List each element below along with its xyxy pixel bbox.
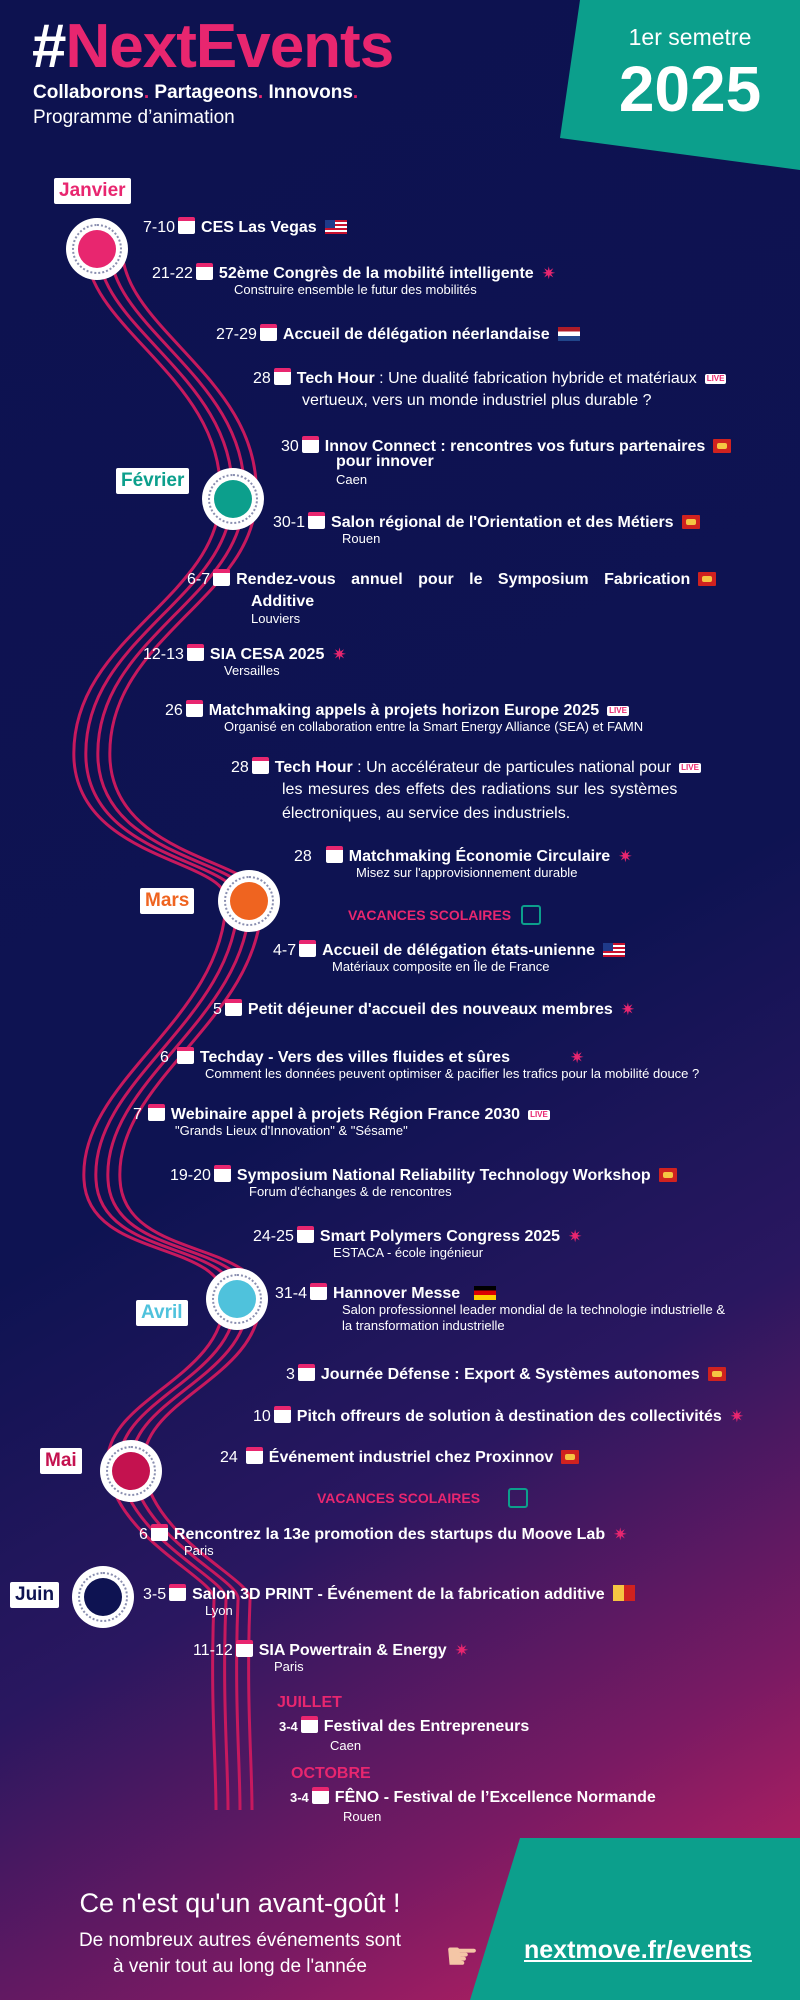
calendar-icon [252, 757, 269, 774]
event-date: 19-20 [170, 1167, 211, 1184]
event-date: 7-10 [143, 219, 176, 236]
vacances-scolaires-label: VACANCES SCOLAIRES [348, 905, 541, 925]
event-title: Symposium National Reliability Technology Workshop [236, 1167, 651, 1184]
event-title: SIA CESA 2025 [209, 646, 325, 663]
event-title: Innov Connect : rencontres vos futurs partenaires [324, 438, 706, 455]
event-title: Smart Polymers Congress 2025 [319, 1228, 561, 1245]
event-title: Hannover Messe [333, 1285, 461, 1302]
event-title: 52ème Congrès de la mobilité intelligente [218, 265, 534, 282]
event-text: Misez sur l'approvisionnement durable [356, 865, 578, 880]
event-title: Accueil de délégation états-unienne [322, 942, 596, 959]
live-icon: LIVE [706, 374, 725, 383]
event-item [294, 846, 633, 880]
calendar-icon [186, 700, 203, 717]
event-item [281, 436, 731, 487]
event-date: 3-4 [290, 1790, 309, 1805]
event-text [78, 230, 116, 268]
event-date: 26 [165, 702, 183, 719]
calendar-icon [151, 1524, 168, 1541]
event-item [143, 1584, 635, 1618]
title-word: NextEvents [65, 12, 394, 81]
nextmove-star-icon: ✷ [541, 264, 556, 283]
event-text: Construire ensemble le futur des mobilités [234, 282, 477, 297]
event-item [143, 644, 347, 678]
month-node-mars [218, 870, 280, 932]
event-date: 28 [253, 370, 271, 387]
event-date: 12-13 [143, 646, 184, 663]
month-node-juin [72, 1566, 134, 1628]
event-item [213, 999, 635, 1020]
event-text: Caen [336, 472, 368, 487]
event-text: Comment les données peuvent optimiser & pacifier les trafics pour la mobilité douce ? [205, 1066, 700, 1081]
event-date: 3-4 [279, 1719, 298, 1734]
event-title: Tech Hour [274, 759, 353, 776]
nextmove-star-icon: ✷ [569, 1048, 585, 1067]
event-date: 5 [213, 1001, 222, 1018]
calendar-icon [225, 999, 242, 1016]
flag-normandie-icon [698, 572, 716, 586]
event-title: FÊNO - Festival de l’Excellence Normande [334, 1789, 656, 1806]
calendar-icon [196, 263, 213, 280]
events-link[interactable]: nextmove.fr/events [524, 1936, 752, 1964]
event-text: Louviers [251, 611, 301, 626]
event-text: Organisé en collaboration entre la Smart Energy Alliance (SEA) et FAMN [224, 719, 644, 734]
vacances-scolaires-label: VACANCES SCOLAIRES [317, 1488, 528, 1508]
calendar-icon [298, 1364, 315, 1381]
year-label: 2025 [618, 53, 762, 125]
tagline-dot: . [143, 82, 150, 103]
event-text: vertueux, vers un monde industriel plus durable ? [302, 392, 652, 409]
event-text [230, 882, 268, 920]
calendar-icon [312, 1787, 329, 1804]
event-text [84, 1578, 122, 1616]
juillet-label: JUILLET [277, 1694, 342, 1711]
event-text: Rouen [343, 1809, 382, 1824]
event-text: "Grands Lieux d'Innovation" & "Sésame" [175, 1123, 408, 1138]
event-item [165, 700, 644, 734]
event-date: 27-29 [216, 326, 257, 343]
event-title: Salon régional de l'Orientation et des Métiers [331, 514, 674, 531]
footer-line: à venir tout au long de l'année [113, 1955, 367, 1977]
beach-icon [508, 1488, 528, 1508]
event-text: pour innover [336, 453, 434, 470]
event-date: 3-5 [143, 1586, 167, 1603]
nextmove-star-icon: ✷ [618, 847, 633, 866]
event-date: 6 [139, 1526, 148, 1543]
pointing-hand-icon: ☛ [445, 1936, 480, 1978]
event-title: CES Las Vegas [201, 219, 317, 236]
calendar-icon [187, 644, 204, 661]
tagline-word: Partageons [149, 82, 258, 103]
month-node-fevrier [202, 468, 264, 530]
event-text: ESTACA - école ingénieur [333, 1245, 484, 1260]
event-title: Pitch offreurs de solution à destination des collectivités [296, 1408, 722, 1425]
event-title: Matchmaking Économie Circulaire [348, 848, 611, 865]
calendar-icon [177, 1047, 194, 1064]
event-item [193, 1640, 469, 1674]
event-text [218, 1280, 256, 1318]
calendar-icon [214, 1165, 231, 1182]
event-item [133, 1104, 550, 1138]
event-title: Événement industriel chez Proxinnov [268, 1449, 554, 1466]
event-item [253, 1226, 583, 1260]
live-icon: LIVE [530, 1110, 548, 1119]
event-text: Matériaux composite en Île de France [332, 959, 550, 974]
event-text: Caen [330, 1738, 362, 1753]
calendar-icon [274, 368, 291, 385]
event-title: Webinaire appel à projets Région France 2030 [170, 1106, 521, 1123]
event-item [231, 757, 701, 822]
event-item [279, 1716, 530, 1753]
event-text: les mesures des effets des radiations sur les systèmes [282, 781, 678, 798]
event-title: Rendez-vous annuel pour le Symposium Fabrication [236, 571, 691, 588]
event-date: 28 [294, 848, 312, 865]
tagline-word: Collaborons [33, 82, 144, 103]
event-text: électroniques, au service des industriels. [282, 805, 571, 822]
event-title: Techday - Vers des villes fluides et sûres [199, 1049, 510, 1066]
flag-normandie-icon [708, 1367, 726, 1381]
event-title: Petit déjeuner d'accueil des nouveaux membres [247, 1001, 613, 1018]
octobre-label: OCTOBRE [291, 1765, 371, 1782]
event-item [170, 1165, 677, 1199]
calendar-icon [236, 1640, 253, 1657]
tagline-dot: . [352, 82, 359, 103]
event-item [216, 324, 580, 345]
event-item [220, 1447, 579, 1468]
event-date: 10 [253, 1408, 271, 1425]
event-text: Versailles [224, 663, 280, 678]
event-date: 28 [231, 759, 249, 776]
event-item [286, 1364, 726, 1385]
flag-normandie-icon [659, 1168, 677, 1182]
event-text: Lyon [205, 1603, 233, 1618]
flag-de-icon [474, 1286, 496, 1300]
calendar-icon [297, 1226, 314, 1243]
live-icon: LIVE [681, 763, 699, 772]
event-date: 7 [133, 1106, 142, 1123]
month-node-avril [206, 1268, 268, 1330]
month-node-mai [100, 1440, 162, 1502]
month-label-janvier: Janvier [54, 178, 131, 204]
event-text: : Une dualité fabrication hybride et matériaux [374, 370, 697, 387]
event-text [112, 1452, 150, 1490]
event-title: SIA Powertrain & Energy [258, 1642, 447, 1659]
nextmove-star-icon: ✷ [568, 1227, 583, 1246]
nextmove-star-icon: ✷ [620, 1000, 635, 1019]
calendar-icon [308, 512, 325, 529]
event-text: : Un accélérateur de particules national pour [352, 759, 672, 776]
event-item [275, 1283, 726, 1333]
event-item [187, 569, 716, 626]
month-label-juin: Juin [10, 1582, 59, 1608]
flag-normandie-icon [713, 439, 731, 453]
event-date: 3 [286, 1366, 295, 1383]
calendar-icon [326, 846, 343, 863]
calendar-icon [302, 436, 319, 453]
footer-corner-shape [470, 1838, 800, 2000]
event-text [214, 480, 252, 518]
semestre-label: 1er semetre [628, 24, 752, 50]
event-item [160, 1047, 700, 1081]
event-title: Salon 3D PRINT - Événement de la fabrication additive [192, 1586, 605, 1603]
nextmove-star-icon: ✷ [332, 645, 347, 664]
event-title: Tech Hour [296, 370, 375, 387]
calendar-icon [169, 1584, 186, 1601]
event-item [253, 1406, 744, 1427]
event-date: 4-7 [273, 942, 297, 959]
event-date: 30 [281, 438, 299, 455]
live-icon: LIVE [609, 706, 627, 715]
event-text: Paris [184, 1543, 214, 1558]
event-date: 6-7 [187, 571, 211, 588]
event-date: 30-1 [273, 514, 306, 531]
footer-teaser: Ce n'est qu'un avant-goût ! [79, 1888, 401, 1918]
event-item [253, 368, 726, 409]
event-title: Rencontrez la 13e promotion des startups du Moove Lab [173, 1526, 606, 1543]
calendar-icon [301, 1716, 318, 1733]
calendar-icon [299, 940, 316, 957]
nextmove-star-icon: ✷ [454, 1641, 469, 1660]
event-item [143, 217, 347, 238]
event-date: 21-22 [152, 265, 193, 282]
footer-line: De nombreux autres événements sont [78, 1930, 402, 1951]
event-text: Additive [251, 593, 315, 610]
nextmove-star-icon: ✷ [729, 1407, 745, 1426]
event-title: Accueil de délégation néerlandaise [282, 326, 550, 343]
event-text: la transformation industrielle [342, 1318, 505, 1333]
event-title: Journée Défense : Export & Systèmes autonomes [320, 1366, 700, 1383]
event-text: Forum d'échanges & de rencontres [249, 1184, 452, 1199]
event-date: 11-12 [193, 1642, 233, 1659]
flag-mix-icon [613, 1585, 635, 1601]
event-item [152, 263, 556, 297]
event-item [273, 512, 700, 546]
event-date: 24 [220, 1449, 238, 1466]
calendar-icon [213, 569, 230, 586]
nextmove-star-icon: ✷ [613, 1525, 628, 1544]
event-text: Salon professionnel leader mondial de la technologie industrielle & [342, 1302, 726, 1317]
tagline-word: Innovons [263, 82, 353, 103]
event-date: 6 [160, 1049, 169, 1066]
footer-text [40, 1928, 440, 1979]
event-title: Matchmaking appels à projets horizon Europe 2025 [208, 702, 600, 719]
month-label-mai: Mai [40, 1448, 82, 1474]
event-item [139, 1524, 628, 1558]
event-date: 31-4 [275, 1285, 308, 1302]
calendar-icon [148, 1104, 165, 1121]
calendar-icon [246, 1447, 263, 1464]
flag-normandie-icon [682, 515, 700, 529]
flag-normandie-icon [561, 1450, 579, 1464]
calendar-icon [260, 324, 277, 341]
month-label-mars: Mars [140, 888, 194, 914]
event-text: Paris [274, 1659, 304, 1674]
calendar-icon [178, 217, 195, 234]
flag-nl-icon [558, 327, 580, 341]
event-title: Festival des Entrepreneurs [323, 1718, 530, 1735]
month-label-fevrier: Février [116, 468, 189, 494]
flag-us-icon [325, 220, 347, 234]
event-item [290, 1787, 656, 1824]
calendar-icon [310, 1283, 327, 1300]
title-hash: # [32, 12, 66, 81]
tagline-dot: . [257, 82, 264, 103]
flag-us-icon [603, 943, 625, 957]
event-date: 24-25 [253, 1228, 294, 1245]
event-text: Rouen [342, 531, 381, 546]
event-item [273, 940, 625, 974]
month-label-avril: Avril [136, 1300, 188, 1326]
subtitle: Programme d’animation [33, 107, 235, 128]
calendar-icon [274, 1406, 291, 1423]
month-node-janvier [66, 218, 128, 280]
beach-icon [521, 905, 541, 925]
